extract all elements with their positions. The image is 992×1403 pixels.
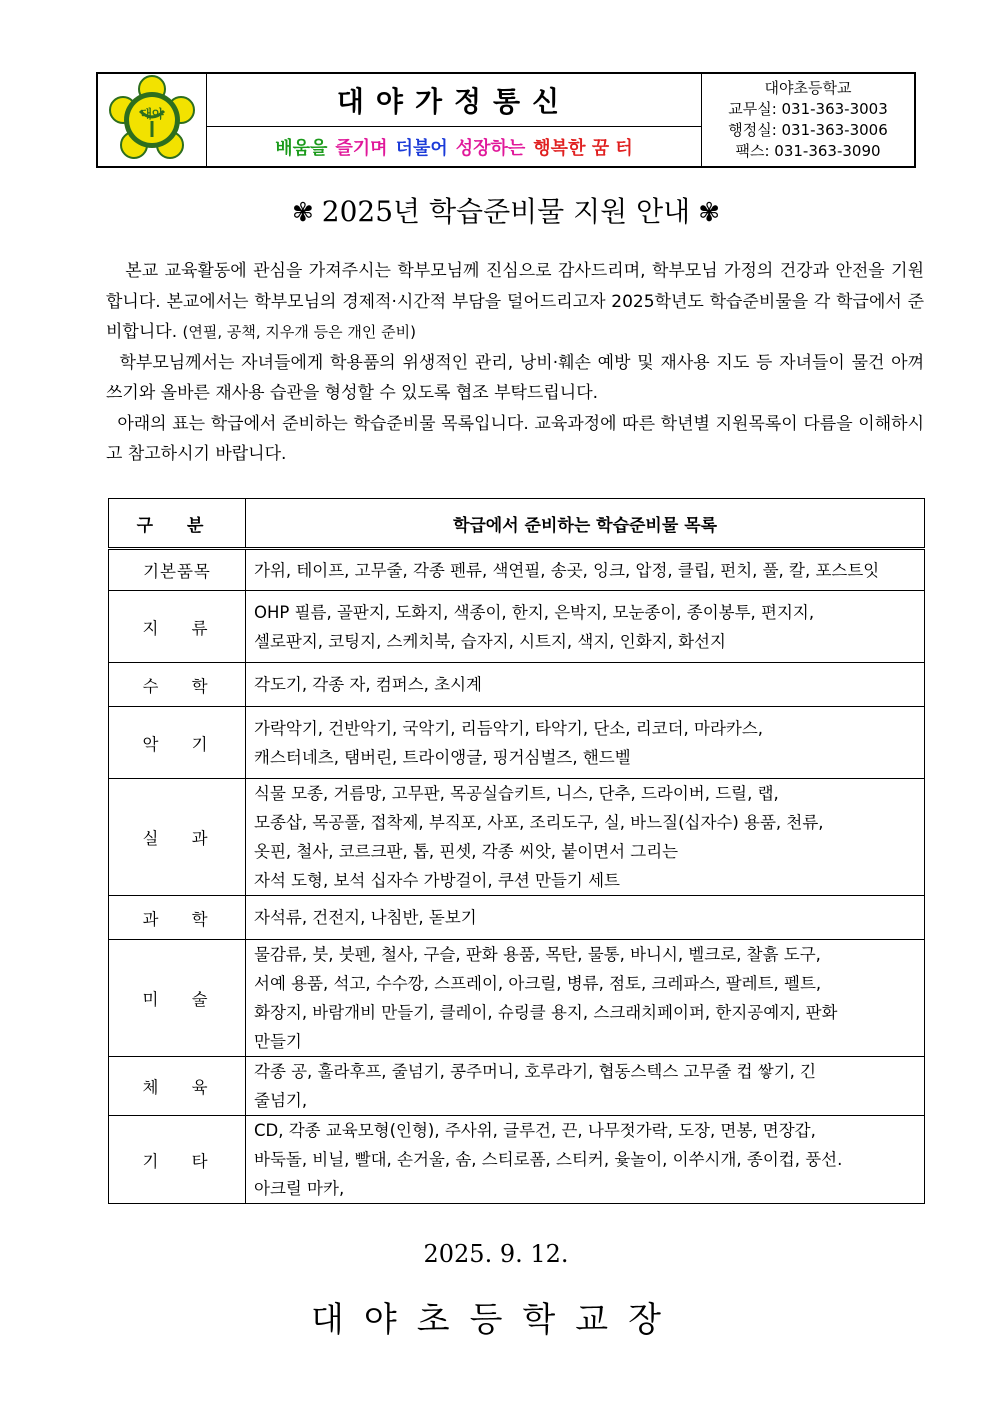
newsletter-header — [96, 72, 916, 168]
table-body — [109, 549, 925, 1204]
contact-info — [702, 74, 914, 166]
category-cell: 실 과 — [109, 779, 246, 896]
items-line: 만들기 — [254, 1032, 302, 1051]
category-cell: 기본품목 — [109, 549, 246, 591]
items-line: 식물 모종, 거름망, 고무판, 목공실습키트, 니스, 단추, 드라이버, 드릴, 랩, — [254, 784, 779, 803]
logo-text: 대야 — [140, 107, 164, 121]
announcement-title-text: 2025년 학습준비물 지원 안내 — [321, 195, 691, 228]
school-slogan — [207, 127, 701, 166]
items-line: 캐스터네츠, 탬버린, 트라이앵글, 핑거심벌즈, 핸드벨 — [254, 747, 631, 767]
slogan-word: 행복한 꿈 터 — [533, 137, 633, 159]
items-line: 서예 용품, 석고, 수수깡, 스프레이, 아크릴, 병류, 점토, 크레파스, 팔레트, 펠트, — [254, 974, 822, 993]
items-line: 옷핀, 철사, 코르크판, 톱, 핀셋, 각종 씨앗, 붙이면서 그리는 — [254, 842, 679, 861]
school-name: 대야초등학교 — [764, 79, 852, 97]
paragraph-2 — [106, 348, 924, 409]
items-line: OHP 필름, 골판지, 도화지, 색종이, 한지, 은박지, 모눈종이, 종이봉투, 편지지, — [254, 602, 815, 622]
items-line: 가락악기, 건반악기, 국악기, 리듬악기, 타악기, 단소, 리코더, 마라카스, — [254, 718, 764, 738]
slogan-word: 즐기며 — [335, 137, 388, 159]
office-phone-2: 행정실: 031-363-3006 — [728, 121, 888, 139]
items-line: 모종삽, 목공풀, 접착제, 부직포, 사포, 조리도구, 실, 바느질(십자수) 용품, 천류, — [254, 813, 824, 832]
newsletter-title: 대야가정통신 — [207, 74, 701, 127]
paragraph-3-text: 아래의 표는 학급에서 준비하는 학습준비물 목록입니다. 교육과정에 따른 학년별 지원목록이 다름을 이해하시고 참고하시기 바랍니다. — [106, 413, 924, 464]
announcement-title — [96, 190, 916, 230]
flower-icon: ✾ — [291, 198, 314, 228]
flower-icon: ✾ — [698, 198, 721, 228]
category-cell: 미 술 — [109, 940, 246, 1057]
category-cell: 지 류 — [109, 591, 246, 663]
table-row — [109, 549, 925, 591]
items-line: 자석 도형, 보석 십자수 가방걸이, 쿠션 만들기 세트 — [254, 871, 620, 890]
principal-signature: 대야초등학교장 — [311, 1300, 681, 1340]
table-row — [109, 663, 925, 707]
items-cell — [246, 940, 925, 1057]
items-cell — [246, 1057, 925, 1116]
list-header: 학급에서 준비하는 학습준비물 목록 — [246, 499, 925, 549]
supplies-table — [108, 498, 925, 1204]
items-line: 물감류, 붓, 붓펜, 철사, 구슬, 판화 용품, 목탄, 물통, 바니시, 벨크로, 찰흙 도구, — [254, 945, 821, 964]
items-line: 자석류, 건전지, 나침반, 돋보기 — [254, 908, 477, 927]
slogan-word: 배움을 — [275, 137, 328, 159]
category-cell: 체 육 — [109, 1057, 246, 1116]
paragraph-3 — [106, 409, 924, 470]
category-header: 구 분 — [109, 499, 246, 549]
school-logo — [98, 74, 207, 166]
items-line: CD, 각종 교육모형(인형), 주사위, 글루건, 끈, 나무젓가락, 도장, 면봉, 면장갑, — [254, 1121, 816, 1140]
fax-number: 팩스: 031-363-3090 — [735, 142, 881, 160]
items-cell — [246, 707, 925, 779]
table-row — [109, 707, 925, 779]
table-row — [109, 779, 925, 896]
paragraph-1 — [106, 256, 924, 348]
items-line: 화장지, 바람개비 만들기, 클레이, 슈링클 용지, 스크래치페이퍼, 한지공예지, 판화 — [254, 1003, 838, 1022]
category-cell: 과 학 — [109, 896, 246, 940]
paragraph-1-text: 본교 교육활동에 관심을 가져주시는 학부모님께 진심으로 감사드리며, 학부모님 가정의 건강과 안전을 기원합니다. 본교에서는 학부모님의 경제적·시간적 부담을 덜어드리고자 2025학년도 학습준비물을 각 학급에서 준비합니다. — [106, 261, 924, 342]
table-header-row — [109, 499, 925, 549]
items-line: 가위, 테이프, 고무줄, 각종 펜류, 색연필, 송곳, 잉크, 압정, 클립, 펀치, 풀, 칼, 포스트잇 — [254, 560, 880, 580]
table-row — [109, 896, 925, 940]
slogan-word: 더불어 — [395, 137, 448, 159]
items-line: 각종 공, 훌라후프, 줄넘기, 콩주머니, 호루라기, 협동스텍스 고무줄 컵 쌓기, 긴 — [254, 1062, 817, 1081]
category-cell: 기 타 — [109, 1116, 246, 1204]
items-line: 아크릴 마카, — [254, 1179, 345, 1198]
items-line: 바둑돌, 비닐, 빨대, 손거울, 솜, 스티로폼, 스티커, 윷놀이, 이쑤시개, 종이컵, 풍선. — [254, 1150, 843, 1169]
office-phone-1: 교무실: 031-363-3003 — [728, 100, 888, 118]
school-emblem-icon — [107, 75, 197, 165]
items-cell — [246, 591, 925, 663]
items-cell — [246, 549, 925, 591]
header-center — [207, 74, 702, 166]
items-cell — [246, 896, 925, 940]
items-cell — [246, 663, 925, 707]
category-cell: 수 학 — [109, 663, 246, 707]
issue-date: 2025. 9. 12. — [423, 1240, 569, 1268]
items-line: 줄넘기, — [254, 1091, 308, 1110]
items-cell — [246, 1116, 925, 1204]
table-row — [109, 1057, 925, 1116]
table-row — [109, 1116, 925, 1204]
items-cell — [246, 779, 925, 896]
category-cell: 악 기 — [109, 707, 246, 779]
items-line: 셀로판지, 코팅지, 스케치북, 습자지, 시트지, 색지, 인화지, 화선지 — [254, 631, 726, 651]
items-line: 각도기, 각종 자, 컴퍼스, 초시계 — [254, 675, 482, 694]
paragraph-2-text: 학부모님께서는 자녀들에게 학용품의 위생적인 관리, 낭비·훼손 예방 및 재사용 지도 등 자녀들이 물건 아껴 쓰기와 올바른 재사용 습관을 형성할 수 있도록 협조 부탁드립니다. — [106, 352, 925, 403]
table-row — [109, 940, 925, 1057]
slogan-word: 성장하는 — [455, 137, 526, 159]
announcement-body — [106, 256, 924, 470]
table-row — [109, 591, 925, 663]
personal-items-note: (연필, 공책, 지우개 등은 개인 준비) — [182, 323, 416, 341]
